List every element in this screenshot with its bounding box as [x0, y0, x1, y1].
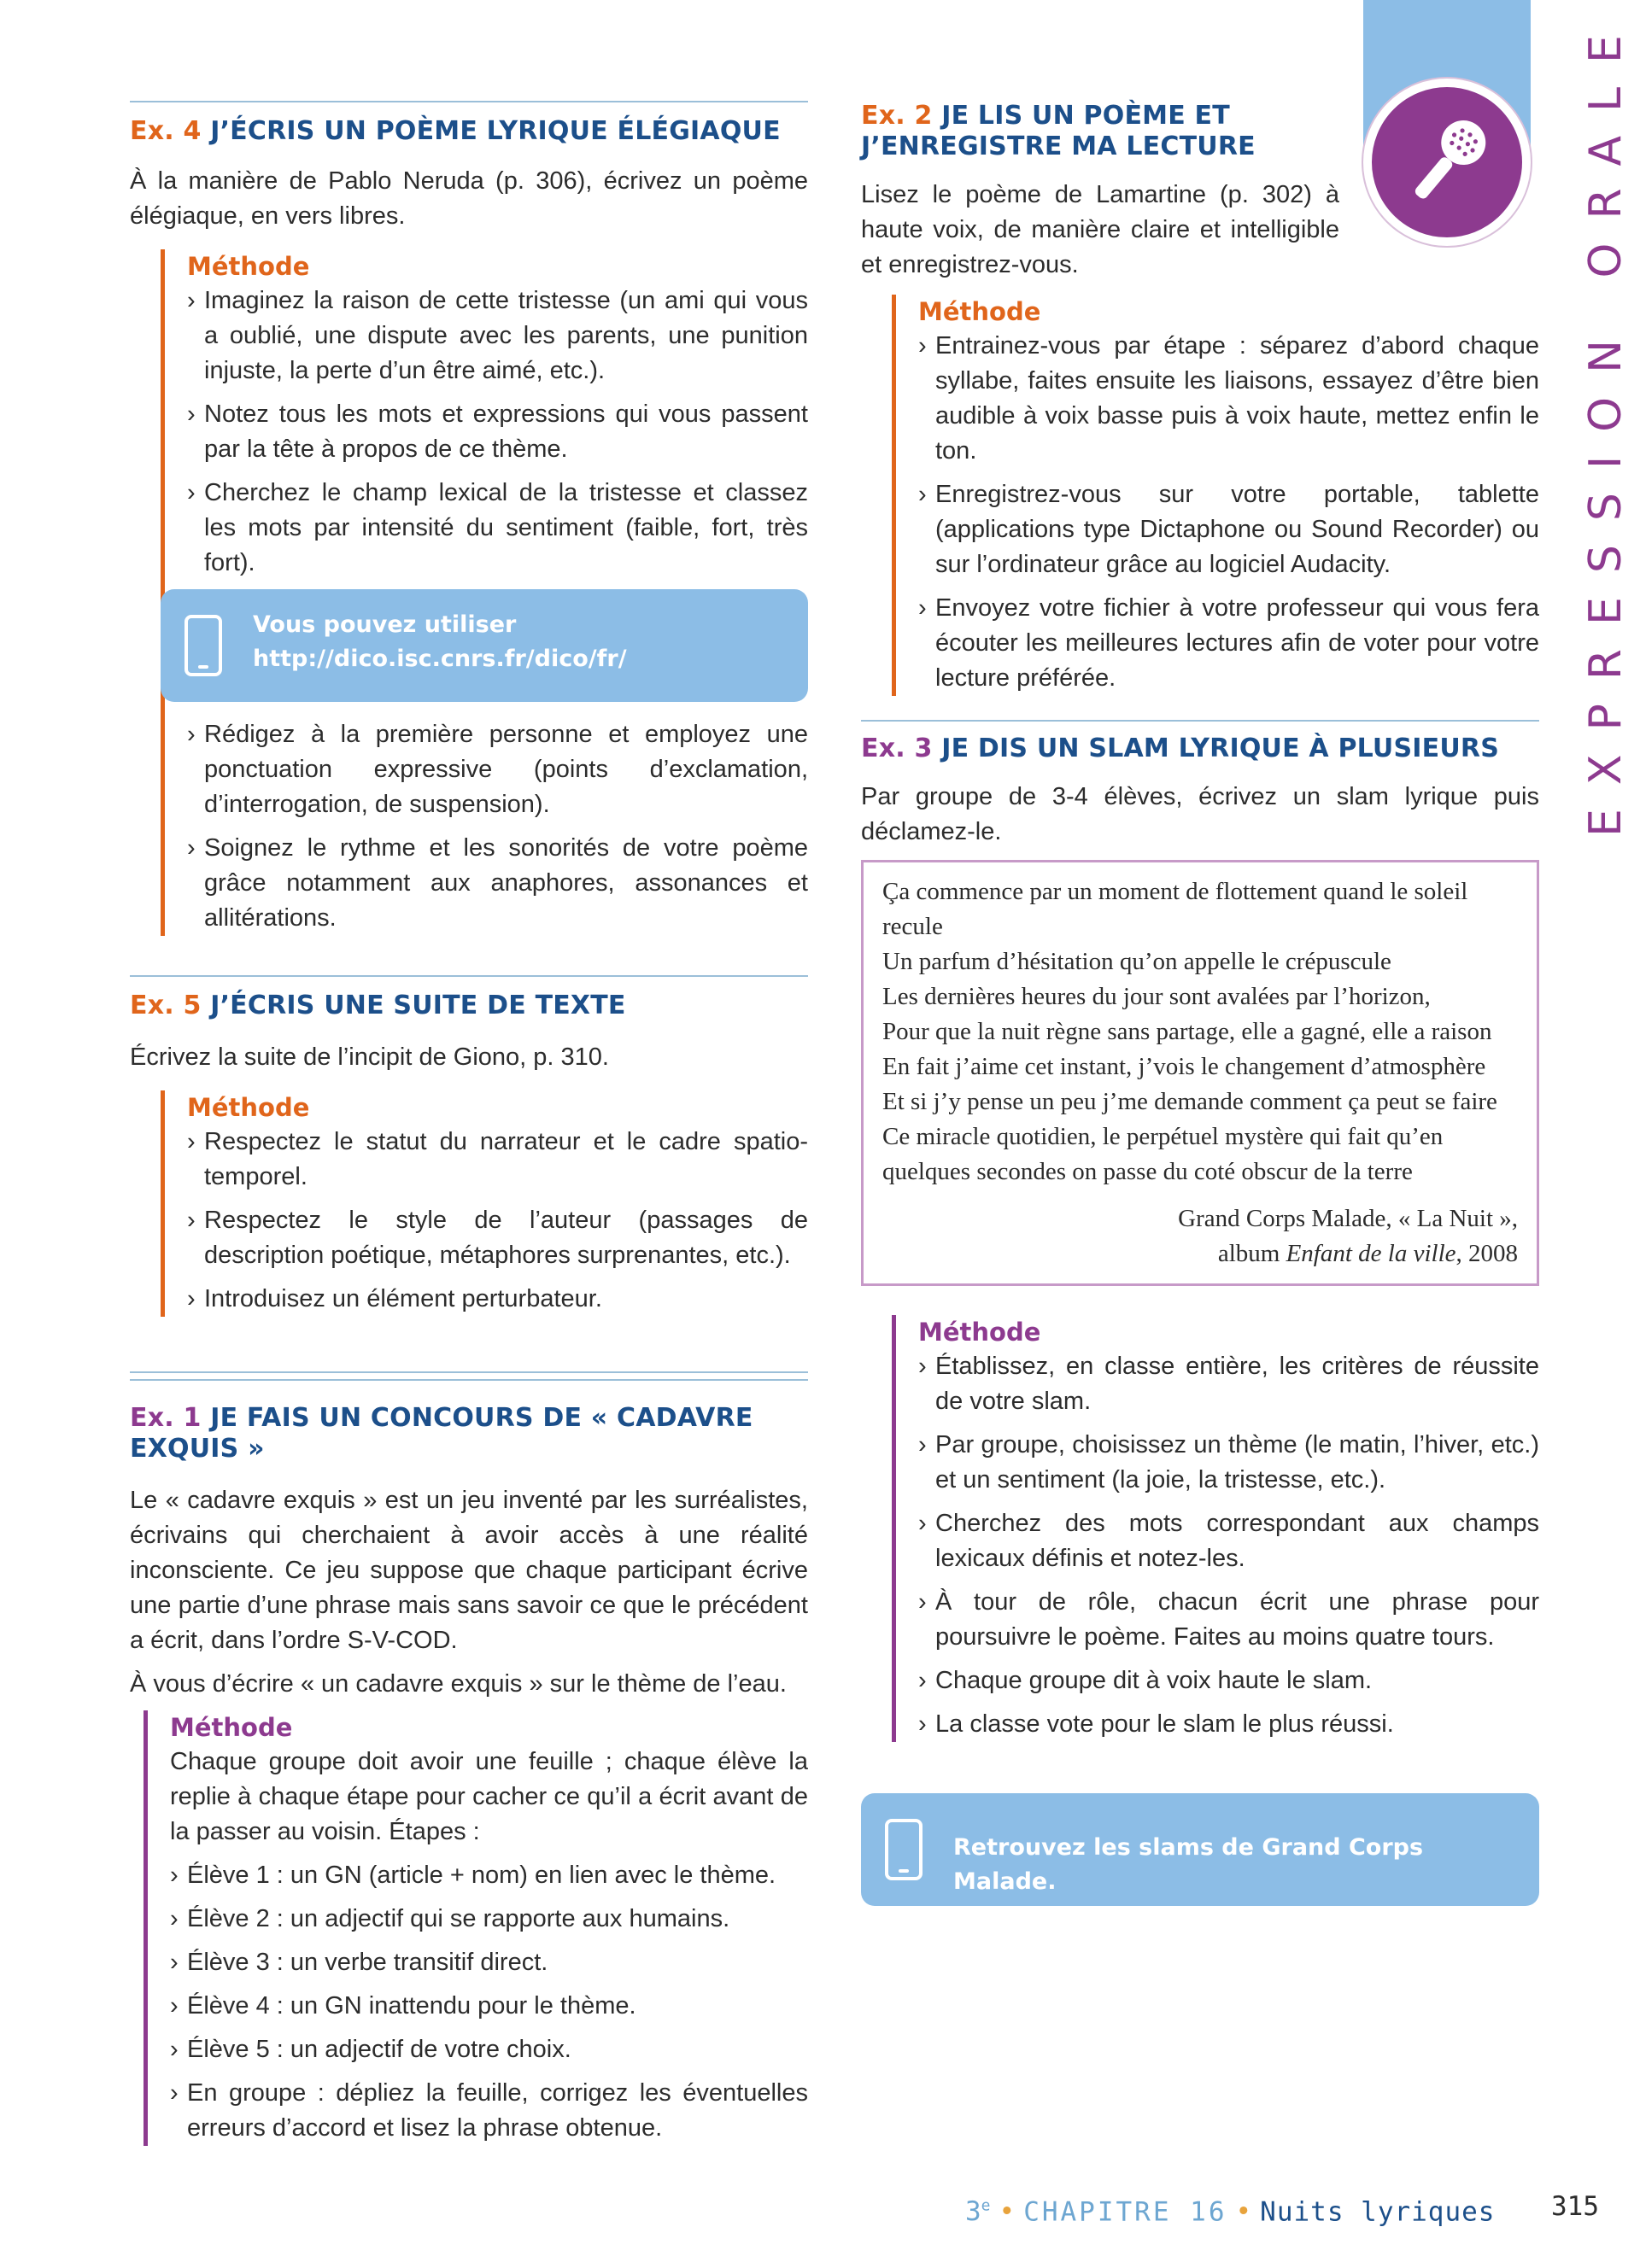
- list-item: › À tour de rôle, chacun écrit une phrase pour poursuivre le poème. Faites au moins quatre tours.: [918, 1585, 1539, 1655]
- poem-line: Et si j’y pense un peu j’me demande comment ça peut se faire: [882, 1088, 1497, 1115]
- album-year: , 2008: [1456, 1240, 1518, 1267]
- ex4-intro: À la manière de Pablo Neruda (p. 306), écrivez un poème élégiaque, en vers libres.: [130, 167, 808, 230]
- list-item: › Rédigez à la première personne et employez une ponctuation expressive (points d’exclamation, d’interrogation, de suspension).: [187, 717, 808, 822]
- poem-line: En fait j’aime cet instant, j’vois le changement d’atmosphère: [882, 1053, 1486, 1080]
- vertical-title-text: EXPRESSION ORALE: [1580, 11, 1631, 837]
- ex3-title: [861, 734, 1539, 764]
- ex1-bullets: [170, 1858, 808, 2146]
- ex5-bullets: [187, 1125, 808, 1317]
- ex4-heading: J’ÉCRIS UN POÈME LYRIQUE ÉLÉGIAQUE: [210, 116, 781, 146]
- ex3-intro: Par groupe de 3-4 élèves, écrivez un slam lyrique puis déclamez-le.: [861, 783, 1539, 845]
- list-item: › Notez tous les mots et expressions qui vous passent par la tête à propos de ce thème.: [187, 397, 808, 467]
- list-item: › Élève 4 : un GN inattendu pour le thème.: [170, 1989, 808, 2024]
- ex4-bullets-b: [187, 717, 808, 936]
- right-column: [861, 101, 1539, 1906]
- album-prefix: album: [1217, 1240, 1286, 1267]
- ex2-heading: JE LIS UN POÈME ET J’ENREGISTRE MA LECTURE: [861, 101, 1256, 161]
- slam-quote-box: [861, 860, 1539, 1286]
- poem-line: Pour que la nuit règne sans partage, elle a gagné, elle a raison: [882, 1018, 1492, 1045]
- ex5-number: Ex. 5: [130, 991, 202, 1020]
- ex5-heading: J’ÉCRIS UNE SUITE DE TEXTE: [210, 991, 626, 1020]
- dico-tip-box: [161, 589, 808, 702]
- list-item: › Enregistrez-vous sur votre portable, tablette (applications type Dictaphone ou Sound Recorder) ou sur l’ordinateur grâce au logiciel Audacity.: [918, 477, 1539, 582]
- smartphone-icon: [184, 615, 222, 676]
- list-item: › La classe vote pour le slam le plus réussi.: [918, 1707, 1539, 1742]
- footer-chapter: CHAPITRE 16: [1023, 2196, 1227, 2228]
- ex4-title: [130, 116, 808, 147]
- section-double-rule: [130, 1371, 808, 1381]
- quote-source-album: [882, 1236, 1518, 1271]
- ex5-title: [130, 991, 808, 1021]
- footer-level: [965, 2196, 991, 2227]
- list-item: › Entrainez-vous par étape : séparez d’abord chaque syllabe, faites ensuite les liaisons, essayez d’être bien audible à voix basse puis à voix haute, mettez enfin le ton.: [918, 329, 1539, 469]
- section-rule: [861, 720, 1539, 722]
- slam-tip-box: [861, 1793, 1539, 1906]
- list-item: › Imaginez la raison de cette tristesse (un ami qui vous a oublié, une dispute avec les parents, une punition injuste, la perte d’un être aimé, etc.).: [187, 284, 808, 389]
- ex2-method: [892, 295, 1539, 696]
- ex2-intro: Lisez le poème de Lamartine (p. 302) à haute voix, de manière claire et intelligible et enregistrez-vous.: [861, 181, 1339, 278]
- ex5-method: [161, 1090, 808, 1317]
- ex1-title: [130, 1403, 808, 1464]
- ex4-method: [161, 249, 808, 936]
- list-item: › Établissez, en classe entière, les critères de réussite de votre slam.: [918, 1349, 1539, 1419]
- slam-tip-text[interactable]: Retrouvez les slams de Grand Corps Malade.: [953, 1834, 1424, 1895]
- section-rule: [130, 101, 808, 102]
- list-item: › Introduisez un élément perturbateur.: [187, 1282, 808, 1317]
- ex1-method: [144, 1710, 808, 2146]
- ex2-method-title: Méthode: [918, 297, 1041, 326]
- footer-chapter-title: Nuits lyriques: [1260, 2196, 1496, 2228]
- page-footer: [965, 2186, 1614, 2227]
- footer-level-sup: e: [981, 2197, 991, 2215]
- list-item: › Cherchez des mots correspondant aux champs lexicaux définis et notez-les.: [918, 1506, 1539, 1576]
- page-number: 315: [1551, 2191, 1599, 2222]
- ex4-number: Ex. 4: [130, 116, 202, 146]
- bullet-dot-icon: •: [999, 2196, 1016, 2228]
- poem-line: Ce miracle quotidien, le perpétuel mystère qui fait qu’en quelques secondes on passe du coté obscur de la terre: [882, 1123, 1444, 1185]
- bullet-dot-icon: •: [1235, 2196, 1252, 2228]
- ex2-bullets: [918, 329, 1539, 696]
- poem-line: Ça commence par un moment de flottement quand le soleil recule: [882, 878, 1468, 940]
- poem-line: Un parfum d’hésitation qu’on appelle le crépuscule: [882, 948, 1391, 975]
- ex2-title: [861, 101, 1339, 162]
- dico-tip-text[interactable]: Vous pouvez utiliser http://dico.isc.cnrs.fr/dico/fr/: [253, 611, 627, 672]
- list-item: › Envoyez votre fichier à votre professeur qui vous fera écouter les meilleures lectures afin de voter pour votre lecture préférée.: [918, 591, 1539, 696]
- ex3-heading: JE DIS UN SLAM LYRIQUE À PLUSIEURS: [941, 734, 1500, 763]
- poem-line: Les dernières heures du jour sont avalées par l’horizon,: [882, 983, 1431, 1010]
- footer-level-number: 3: [965, 2196, 981, 2228]
- section-rule: [130, 975, 808, 977]
- list-item: › En groupe : dépliez la feuille, corrigez les éventuelles erreurs d’accord et lisez la phrase obtenue.: [170, 2076, 808, 2146]
- ex1-method-title: Méthode: [170, 1713, 293, 1742]
- list-item: › Respectez le style de l’auteur (passages de description poétique, métaphores surprenantes, etc.).: [187, 1203, 808, 1273]
- ex3-method-title: Méthode: [918, 1318, 1041, 1347]
- list-item: › Par groupe, choisissez un thème (le matin, l’hiver, etc.) et un sentiment (la joie, la tristesse, etc.).: [918, 1428, 1539, 1498]
- left-column: [130, 101, 808, 2154]
- list-item: › Cherchez le champ lexical de la tristesse et classez les mots par intensité du sentiment (faible, fort, très fort).: [187, 476, 808, 581]
- section-vertical-title: [1544, 11, 1631, 837]
- quote-source-author: Grand Corps Malade, « La Nuit »,: [1178, 1205, 1518, 1232]
- smartphone-icon: [885, 1819, 922, 1880]
- ex1-intro: Le « cadavre exquis » est un jeu inventé par les surréalistes, écrivains qui cherchaient à avoir accès à une réalité inconsciente. Ce jeu suppose que chaque participant écrive une partie d’une phrase mais sans savoir ce que le précédent a écrit, dans l’ordre S-V-COD.: [130, 1487, 808, 1654]
- ex1-heading: JE FAIS UN CONCOURS DE « CADAVRE EXQUIS »: [130, 1403, 753, 1464]
- list-item: › Respectez le statut du narrateur et le cadre spatio-temporel.: [187, 1125, 808, 1195]
- ex5-intro: Écrivez la suite de l’incipit de Giono, p. 310.: [130, 1043, 609, 1071]
- album-title: Enfant de la ville: [1286, 1240, 1456, 1267]
- ex3-number: Ex. 3: [861, 734, 933, 763]
- ex5-method-title: Méthode: [187, 1093, 310, 1122]
- ex3-method: [892, 1315, 1539, 1742]
- ex4-method-title: Méthode: [187, 252, 310, 281]
- ex4-bullets-a: [187, 284, 808, 581]
- list-item: › Élève 2 : un adjectif qui se rapporte aux humains.: [170, 1902, 808, 1937]
- list-item: › Élève 1 : un GN (article + nom) en lien avec le thème.: [170, 1858, 808, 1893]
- ex2-number: Ex. 2: [861, 101, 933, 131]
- list-item: › Élève 5 : un adjectif de votre choix.: [170, 2032, 808, 2067]
- ex3-bullets: [918, 1349, 1539, 1742]
- ex1-intro-2: À vous d’écrire « un cadavre exquis » sur le thème de l’eau.: [130, 1670, 787, 1698]
- list-item: › Soignez le rythme et les sonorités de votre poème grâce notamment aux anaphores, assonances et allitérations.: [187, 831, 808, 936]
- list-item: › Élève 3 : un verbe transitif direct.: [170, 1945, 808, 1980]
- quote-source: [882, 1201, 1518, 1271]
- ex1-method-text: Chaque groupe doit avoir une feuille ; chaque élève la replie à chaque étape pour cacher ce qu’il a écrit avant de la passer au voisin. Étapes :: [170, 1748, 808, 1845]
- list-item: › Chaque groupe dit à voix haute le slam.: [918, 1663, 1539, 1698]
- ex1-number: Ex. 1: [130, 1403, 202, 1433]
